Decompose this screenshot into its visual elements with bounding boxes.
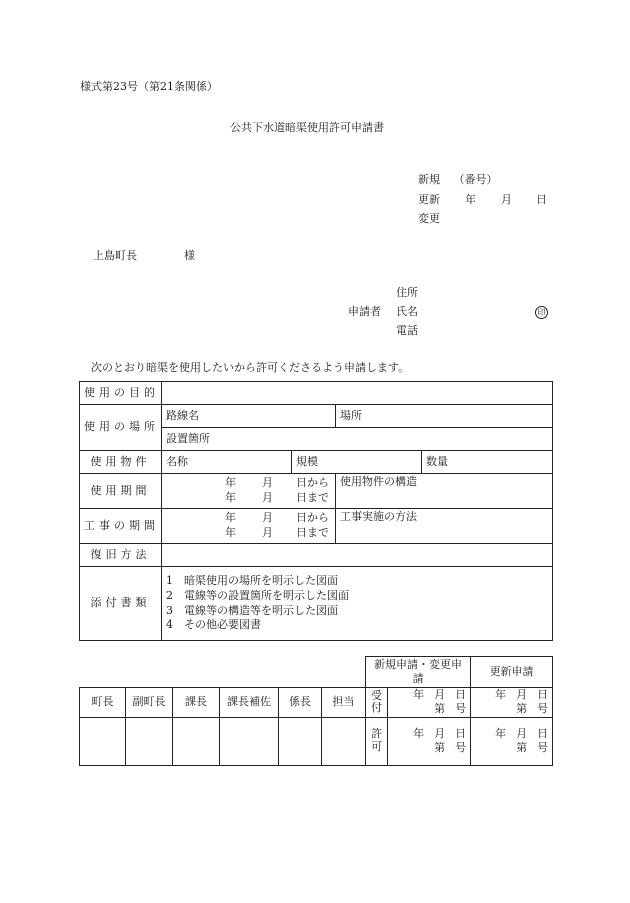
- addressee-mayor: 上島町長: [93, 249, 137, 262]
- date-go: 号: [455, 741, 467, 755]
- intro-text: 次のとおり暗渠を使用したいから許可くださるよう申請します。: [91, 361, 410, 374]
- install-site-label: 設置箇所: [166, 431, 210, 445]
- received-label: 受付: [371, 688, 383, 715]
- received-label-cell: [366, 688, 388, 718]
- work-method-label: 工事実施の方法: [340, 510, 417, 523]
- approval-stamp-row: [80, 717, 553, 765]
- date-dai: 第: [516, 741, 528, 755]
- work-period-dates[interactable]: [162, 509, 336, 544]
- received-renewal-date[interactable]: [471, 688, 553, 718]
- seal-icon: 印: [535, 306, 548, 319]
- stamp-box-mayor[interactable]: [80, 717, 126, 765]
- row-objects: [80, 451, 553, 474]
- date-dai: 第: [516, 702, 528, 716]
- date-day: 日: [455, 726, 467, 740]
- row-work-period: [80, 509, 553, 544]
- quantity-field[interactable]: [422, 451, 553, 474]
- stamp-box-assistant-chief[interactable]: [220, 717, 279, 765]
- date-month: 月: [516, 688, 528, 701]
- quantity-label: 数量: [426, 454, 448, 468]
- restoration-field[interactable]: [162, 544, 553, 567]
- date-year: 年: [413, 688, 425, 701]
- label-location: 使用の場所: [80, 405, 162, 451]
- use-period-dates[interactable]: [162, 474, 336, 509]
- date-go: 号: [537, 702, 549, 716]
- status-month: 月: [501, 193, 512, 206]
- approval-header-row: [80, 657, 553, 688]
- scale-label: 規模: [296, 454, 318, 468]
- date-month: 月: [434, 688, 446, 701]
- seal-mark: [535, 305, 548, 319]
- work-to-day: 日まで: [296, 526, 329, 539]
- applicant-name-label: 氏名: [396, 305, 418, 318]
- work-to-year: 年: [225, 526, 236, 539]
- use-from-day: 日から: [296, 476, 329, 489]
- status-number: （番号）: [453, 173, 498, 186]
- work-from-day: 日から: [296, 511, 329, 524]
- date-dai: 第: [434, 741, 446, 755]
- label-purpose: 使用の目的: [80, 382, 162, 405]
- structure-field[interactable]: [336, 474, 553, 509]
- obj-name-label: 名称: [166, 454, 188, 468]
- approval-table: [79, 656, 553, 766]
- status-year: 年: [465, 193, 476, 206]
- route-name-label: 路線名: [166, 408, 199, 422]
- stamp-box-subsection-chief[interactable]: [279, 717, 322, 765]
- row-attachments: [80, 567, 553, 641]
- row-use-period: [80, 474, 553, 509]
- date-go: 号: [537, 741, 549, 755]
- approval-roles-row: [80, 688, 553, 718]
- place-label: 場所: [340, 408, 362, 422]
- permit-label-cell: [366, 717, 388, 765]
- use-to-day: 日まで: [296, 491, 329, 504]
- attachment-item: 1 暗渠使用の場所を明示した図面: [166, 573, 338, 587]
- obj-name-field[interactable]: [162, 451, 292, 474]
- addressee-honorific: 様: [184, 249, 195, 262]
- status-change: 変更: [418, 212, 440, 225]
- blank-cell: [80, 657, 366, 688]
- label-use-period: 使用期間: [80, 474, 162, 509]
- role-section-chief: 課長: [173, 688, 220, 718]
- stamp-box-staff[interactable]: [322, 717, 366, 765]
- stamp-box-deputy-mayor[interactable]: [126, 717, 173, 765]
- work-from-month: 月: [262, 511, 273, 524]
- place-field[interactable]: [336, 405, 553, 428]
- structure-label: 使用物件の構造: [340, 475, 417, 488]
- new-change-app-header: 新規申請・変更申請: [366, 657, 471, 688]
- status-renew: 更新: [418, 193, 440, 206]
- application-table: [79, 381, 553, 641]
- work-to-month: 月: [262, 526, 273, 539]
- stamp-box-section-chief[interactable]: [173, 717, 220, 765]
- role-deputy-mayor: 副町長: [126, 688, 173, 718]
- date-year: 年: [495, 688, 507, 701]
- role-mayor: 町長: [80, 688, 126, 718]
- date-dai: 第: [434, 702, 446, 716]
- status-renew-row: [418, 193, 547, 207]
- date-day: 日: [537, 726, 549, 740]
- permit-new-date[interactable]: [388, 717, 471, 765]
- attachment-item: 4 その他必要図書: [166, 618, 261, 632]
- received-new-date[interactable]: [388, 688, 471, 718]
- purpose-field[interactable]: [162, 382, 553, 405]
- date-year: 年: [413, 726, 425, 740]
- row-purpose: [80, 382, 553, 405]
- use-from-month: 月: [262, 476, 273, 489]
- work-from-year: 年: [225, 511, 236, 524]
- scale-field[interactable]: [292, 451, 422, 474]
- label-restoration: 復旧方法: [80, 544, 162, 567]
- use-to-year: 年: [225, 491, 236, 504]
- label-work-period: 工事の期間: [80, 509, 162, 544]
- date-month: 月: [434, 726, 446, 740]
- status-day: 日: [536, 193, 547, 206]
- page-title: 公共下水道暗渠使用許可申請書: [230, 121, 384, 134]
- applicant-label: 申請者: [348, 305, 381, 318]
- attachment-item: 3 電線等の構造等を明示した図面: [166, 603, 338, 617]
- row-location-route: [80, 405, 553, 428]
- work-method-field[interactable]: [336, 509, 553, 544]
- date-year: 年: [495, 726, 507, 740]
- date-go: 号: [455, 702, 467, 716]
- date-day: 日: [455, 688, 467, 701]
- row-restoration: [80, 544, 553, 567]
- permit-renewal-date[interactable]: [471, 717, 553, 765]
- form-number: 様式第23号（第21条関係）: [80, 80, 218, 93]
- date-month: 月: [516, 726, 528, 740]
- install-site-field[interactable]: [162, 428, 553, 451]
- role-assistant-chief: 課長補佐: [220, 688, 279, 718]
- applicant-address-label: 住所: [396, 286, 418, 299]
- status-new: 新規: [418, 173, 440, 186]
- attachments-list: [162, 567, 553, 641]
- attachment-item: 2 電線等の設置箇所を明示した図面: [166, 588, 349, 602]
- use-from-year: 年: [225, 476, 236, 489]
- route-name-field[interactable]: [162, 405, 336, 428]
- date-day: 日: [537, 688, 549, 701]
- label-objects: 使用物件: [80, 451, 162, 474]
- status-new-row: [418, 173, 498, 187]
- use-to-month: 月: [262, 491, 273, 504]
- label-attachments: 添付書類: [80, 567, 162, 641]
- permit-label: 許可: [371, 727, 383, 754]
- role-subsection-chief: 係長: [279, 688, 322, 718]
- role-staff: 担当: [322, 688, 366, 718]
- renewal-app-header: 更新申請: [471, 657, 553, 688]
- applicant-phone-label: 電話: [396, 324, 418, 337]
